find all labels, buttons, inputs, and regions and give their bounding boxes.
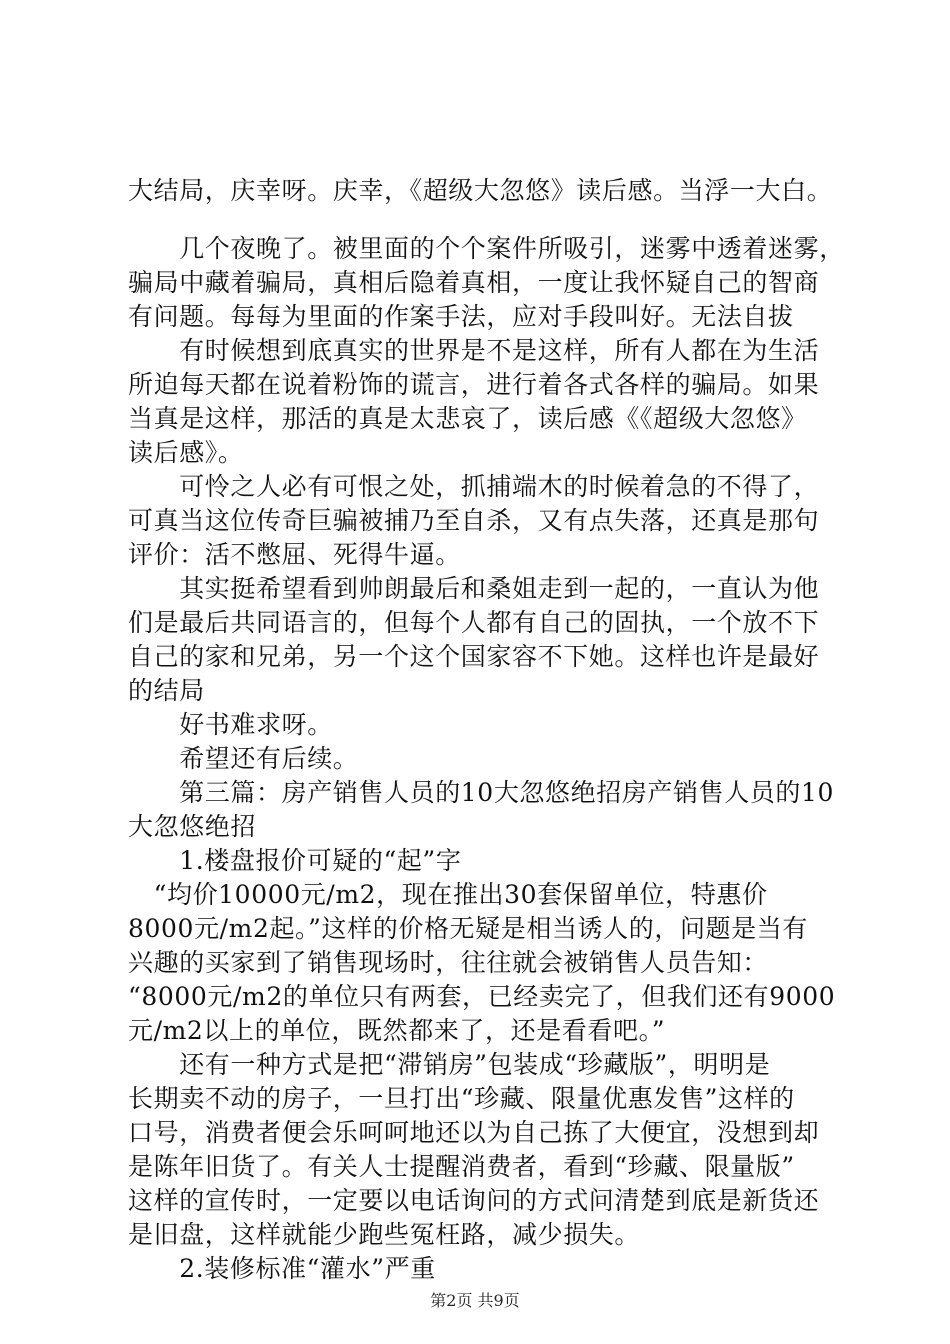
text-line: 大结局，庆幸呀。庆幸，《超级大忽悠》读后感。当浮一大白。 — [128, 176, 833, 205]
item-heading: 1.楼盘报价可疑的“起”字 — [128, 846, 462, 875]
section-heading: 大忽悠绝招 — [128, 812, 257, 841]
text-line: 兴趣的买家到了销售现场时，往往就会被销售人员告知： — [128, 948, 769, 977]
text-line: 有问题。每每为里面的作案手法，应对手段叫好。无法自拔 — [128, 302, 794, 331]
item-heading: 2.装修标准“灌水”严重 — [128, 1254, 436, 1283]
text-line: 长期卖不动的房子，一旦打出“珍藏、限量优惠发售”这样的 — [128, 1084, 795, 1113]
text-line: 8000元/m2起。”这样的价格无疑是相当诱人的，问题是当有 — [128, 914, 808, 943]
text-line: “8000元/m2的单位只有两套，已经卖完了，但我们还有9000 — [128, 982, 836, 1011]
text-line: 可怜之人必有可恨之处，抓捕端木的时候着急的不得了， — [128, 472, 820, 501]
text-line: 当真是这样，那活的真是太悲哀了，读后感《《超级大忽悠》 — [128, 404, 807, 433]
text-line: 口号，消费者便会乐呵呵地还以为自己拣了大便宜，没想到却 — [128, 1118, 820, 1147]
text-line: 还有一种方式是把“滞销房”包装成“珍藏版”，明明是 — [128, 1050, 771, 1079]
text-line: 读后感》。 — [128, 438, 244, 467]
page-number-footer: 第2页 共9页 — [430, 1291, 520, 1310]
text-line: 评价：活不憋屈、死得牛逼。 — [128, 540, 461, 569]
text-line: 是陈年旧货了。有关人士提醒消费者，看到“珍藏、限量版” — [128, 1152, 795, 1181]
text-line: 的结局 — [128, 676, 205, 705]
document-body — [128, 174, 845, 1286]
text-line: 希望还有后续。 — [128, 744, 359, 773]
text-line: 是旧盘，这样就能少跑些冤枉路，减少损失。 — [128, 1220, 641, 1249]
text-line: 们是最后共同语言的，但每个人都有自己的固执，一个放不下 — [128, 608, 820, 637]
text-line: 有时候想到底真实的世界是不是这样，所有人都在为生活 — [128, 336, 820, 365]
text-line: 骗局中藏着骗局，真相后隐着真相，一度让我怀疑自己的智商 — [128, 268, 820, 297]
section-heading: 第三篇：房产销售人员的10大忽悠绝招房产销售人员的10 — [128, 778, 835, 807]
text-line: 其实挺希望看到帅朗最后和桑姐走到一起的，一直认为他 — [128, 574, 820, 603]
text-line: 元/m2以上的单位，既然都来了，还是看看吧。” — [128, 1016, 666, 1045]
text-line: 自己的家和兄弟，另一个这个国家容不下她。这样也许是最好 — [128, 642, 820, 671]
text-line: 所迫每天都在说着粉饰的谎言，进行着各式各样的骗局。如果 — [128, 370, 820, 399]
text-line: 好书难求呀。 — [128, 710, 333, 739]
text-line: 这样的宣传时，一定要以电话询问的方式问清楚到底是新货还 — [128, 1186, 820, 1215]
text-line: 可真当这位传奇巨骗被捕乃至自杀，又有点失落，还真是那句 — [128, 506, 820, 535]
text-line: 几个夜晚了。被里面的个个案件所吸引，迷雾中透着迷雾， — [128, 234, 845, 263]
text-line: “均价10000元/m2，现在推出30套保留单位，特惠价 — [128, 880, 768, 909]
